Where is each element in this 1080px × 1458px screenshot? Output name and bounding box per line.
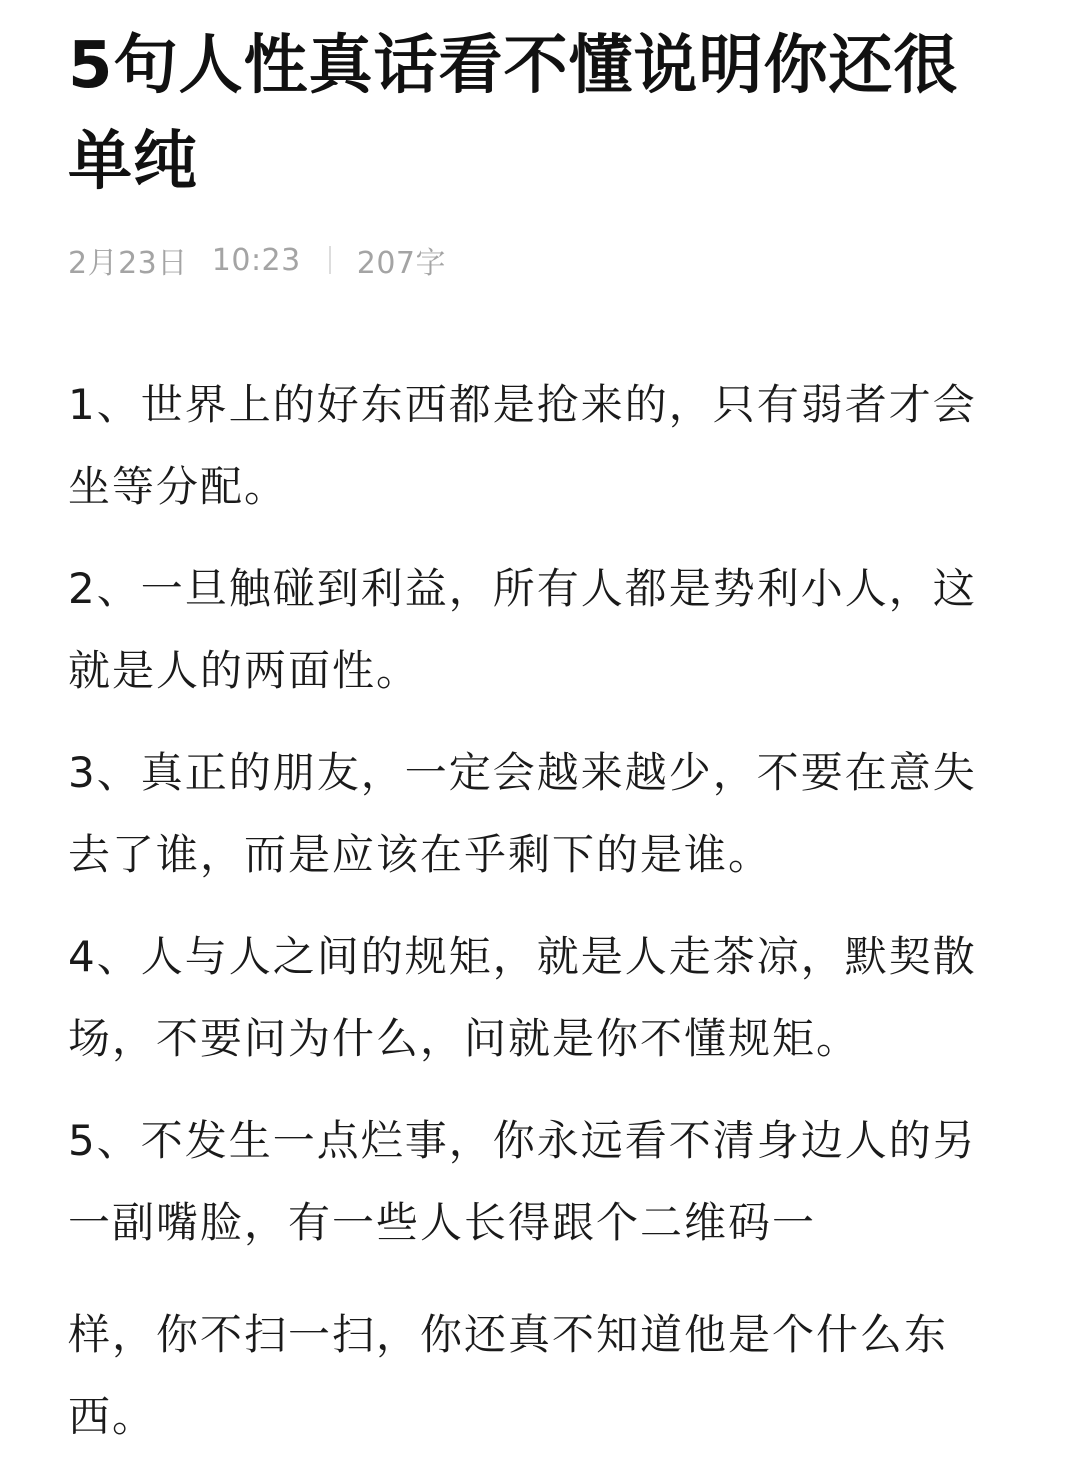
publish-time: 10:23 xyxy=(211,242,301,278)
paragraph-4: 4、人与人之间的规矩，就是人走茶凉，默契散场，不要问为什么，问就是你不懂规矩。 xyxy=(68,932,977,1063)
article-meta xyxy=(68,240,1012,280)
meta-divider xyxy=(329,246,331,274)
publish-date: 2月23日 xyxy=(68,246,188,281)
article-body xyxy=(68,364,1012,1458)
paragraph-3: 3、真正的朋友，一定会越来越少，不要在意失去了谁，而是应该在乎剩下的是谁。 xyxy=(68,748,977,879)
paragraph-5: 5、不发生一点烂事，你永远看不清身边人的另一副嘴脸，有一些人长得跟个二维码一 xyxy=(68,1116,977,1247)
paragraph-2: 2、一旦触碰到利益，所有人都是势利小人，这就是人的两面性。 xyxy=(68,564,977,695)
paragraph-1: 1、世界上的好东西都是抢来的，只有弱者才会坐等分配。 xyxy=(68,380,977,511)
paragraph-6: 样，你不扫一扫，你还真不知道他是个什么东西。 xyxy=(68,1310,949,1441)
word-count: 207字 xyxy=(356,246,446,281)
article-title: 5句人性真话看不懂说明你还很单纯 xyxy=(68,29,959,199)
